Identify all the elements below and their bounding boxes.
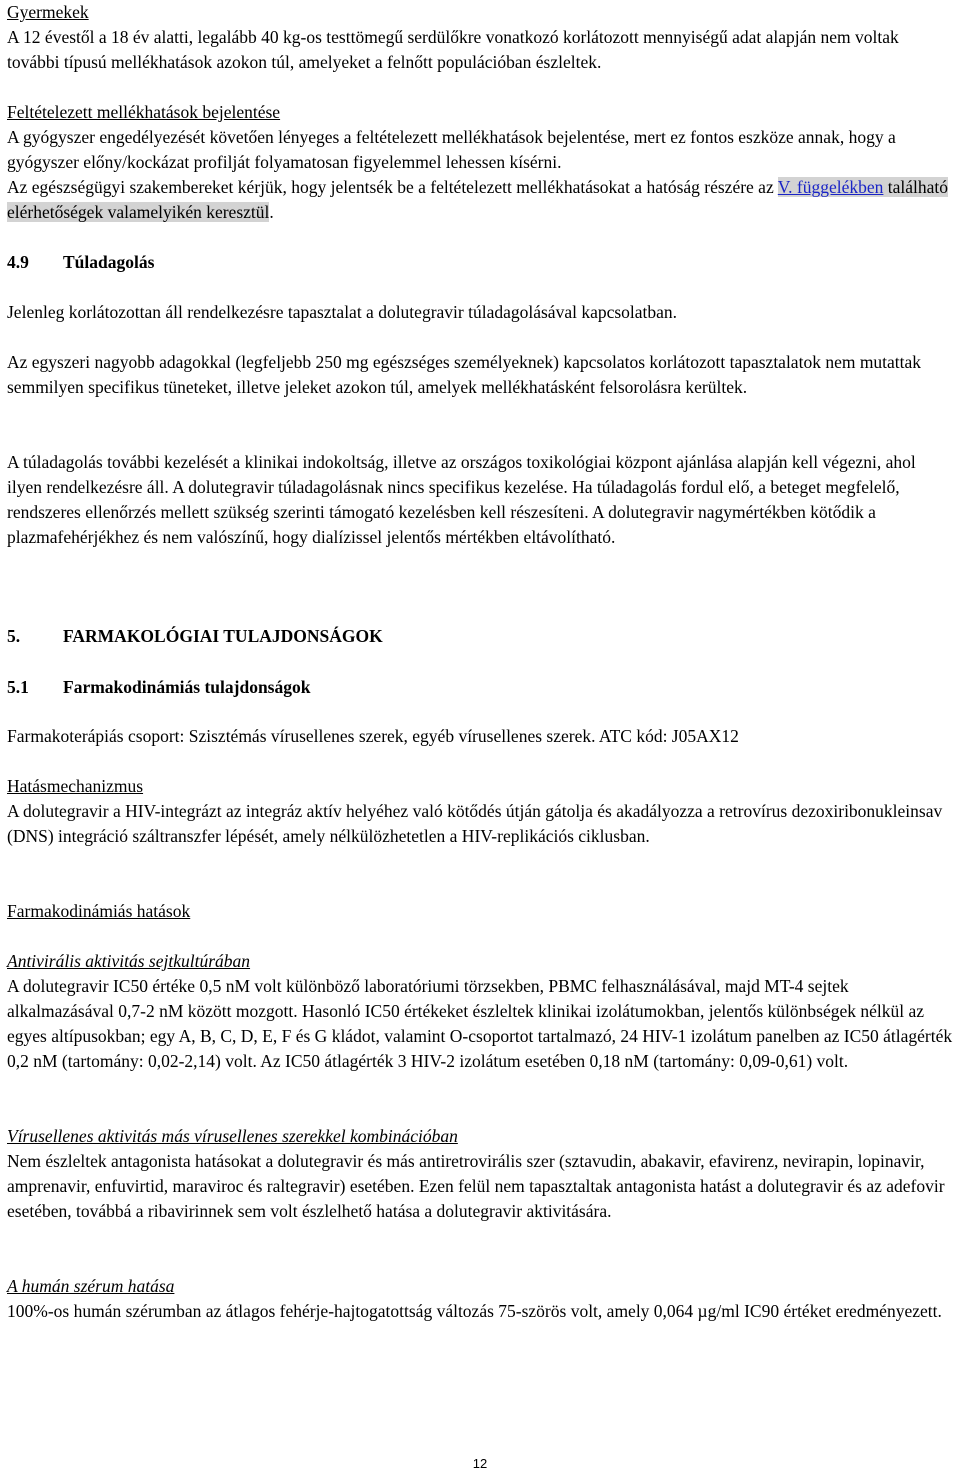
page-number: 12 [472,1456,488,1471]
children-text: A 12 évestől a 18 év alatti, legalább 40 kg-os testtömegű serdülőkre vonatkozó korlátozott mennyiségű adat alapján nem voltak további típusú mellékhatások azokon túl, amelyeket a felnőtt populációban észleltek. [7,27,899,72]
pharmacology-heading [7,624,955,649]
reporting-contact-text: Az egészségügyi szakembereket kérjük, hogy jelentsék be a feltételezett mellékhatásokat a hatóság részére az [7,177,774,197]
pharmacodynamics-heading [7,675,955,700]
overdose-number: 4.9 [7,252,29,272]
children-section [7,0,955,75]
mechanism-section [7,774,955,849]
antiviral-text: A dolutegravir IC50 értéke 0,5 nM volt különböző laboratóriumi törzsekben, PBMC felhasználásával, majd MT-4 sejtek alkalmazásával 0,7-2 nM között mozgott. Hasonló IC50 értékeket észleltek klinikai izolátumokban, jelentős különbségek nélkül az egyes altípusokban; egy A, B, C, D, E, F és G kládot, valamint O-csoportot tartalmazó, 24 HIV-1 izolátum panelben az IC50 átlagérték 0,2 nM (tartomány: 0,02-2,14) volt. Az IC50 átlagérték 3 HIV-2 izolátum esetében 0,18 nM (tartomány: 0,09-0,61) volt. [7,976,953,1071]
reporting-heading: Feltételezett mellékhatások bejelentése [7,102,281,122]
overdose-para-3: A túladagolás további kezelését a klinikai indokoltság, illetve az országos toxikológiai központ ajánlása alapján kell végezni, ahol ilyen rendelkezésre áll. A dolutegravir túladagolásnak nincs specifikus kezelése. Ha túladagolás fordul elő, a beteget megfelelő, rendszeres ellenőrzés mellett szükség szerinti támogató kezelésben kell részesíteni. A dolutegravir nagymértékben kötődik a plazmafehérjékhez és nem valószínű, hogy dialízissel jelentős mértékben eltávolítható. [7,452,916,547]
pharmacodynamics-number: 5.1 [7,677,29,697]
reporting-section [7,100,955,225]
reporting-contact-paragraph [7,175,955,225]
pharmacology-number: 5. [7,626,21,646]
pharmacotherapeutic-group: Farmakoterápiás csoport: Szisztémás vírusellenes szerek, egyéb vírusellenes szerek. ATC kód: J05AX12 [7,726,739,746]
overdose-title: Túladagolás [63,252,155,272]
appendix-v-link[interactable]: V. függelékben [777,177,884,197]
mechanism-heading: Hatásmechanizmus [7,776,144,796]
antiviral-heading: Antivirális aktivitás sejtkultúrában [7,951,251,971]
pharmacodynamics-title: Farmakodinámiás tulajdonságok [63,677,311,697]
overdose-para-1: Jelenleg korlátozottan áll rendelkezésre tapasztalat a dolutegravir túladagolásával kapcsolatban. [7,302,678,322]
combination-section [7,1124,955,1224]
serum-heading: A humán szérum hatása [7,1276,175,1296]
overdose-para-2: Az egyszeri nagyobb adagokkal (legfeljebb 250 mg egészséges személyeknek) kapcsolatos korlátozott tapasztalatok nem mutattak semmilyen specifikus tüneteket, illetve jeleket azokon túl, amelyek mellékhatásként felsorolásra kerültek. [7,352,922,397]
overdose-heading [7,250,955,275]
reporting-contact-tail: található elérhetőségek valamelyikén keresztül [7,177,949,222]
serum-section [7,1274,955,1324]
reporting-contact-period: . [269,202,274,222]
antiviral-section [7,949,955,1074]
children-heading: Gyermekek [7,2,89,22]
serum-text: 100%-os humán szérumban az átlagos fehérje-hajtogatottság változás 75-szörös volt, amely 0,064 µg/ml IC90 értéket eredményezett. [7,1301,942,1321]
effects-heading: Farmakodinámiás hatások [7,901,191,921]
combination-text: Nem észleltek antagonista hatásokat a dolutegravir és más antiretrovirális szer (sztavudin, abakavir, efavirenz, nevirapin, lopinavir, amprenavir, enfuvirtid, maraviroc és raltegravir) esetében. Ezen felül nem tapasztaltak antagonista hatást a dolutegravir és az adefovir esetében, továbbá a ribavirinnek sem volt észlelhető hatása a dolutegravir aktivitására. [7,1151,945,1221]
mechanism-text: A dolutegravir a HIV-integrázt az integráz aktív helyéhez való kötődés útján gátolja és akadályozza a retrovírus dezoxiribonukleinsav (DNS) integráció száltranszfer lépését, amely nélkülözhetetlen a HIV-replikációs ciklusban. [7,801,943,846]
reporting-text: A gyógyszer engedélyezését követően lényeges a feltételezett mellékhatások bejelentése, mert ez fontos eszköze annak, hogy a gyógyszer előny/kockázat profilját folyamatosan figyelemmel lehessen kísérni. [7,127,896,172]
combination-heading: Vírusellenes aktivitás más vírusellenes szerekkel kombinációban [7,1126,458,1146]
pharmacology-title: FARMAKOLÓGIAI TULAJDONSÁGOK [63,626,383,646]
